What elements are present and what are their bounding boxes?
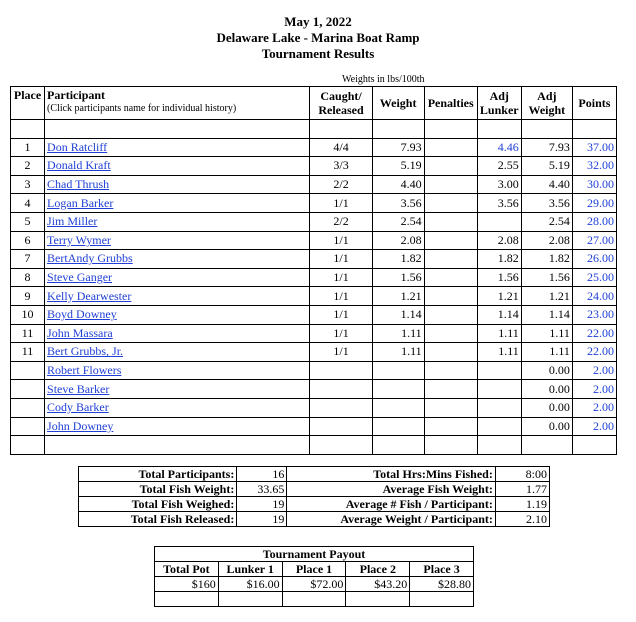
caught-released-cell [310,380,372,399]
participant-link[interactable]: Kelly Dearwester [47,288,132,303]
caught-released-cell [310,417,372,436]
summary-value: 8:00 [495,467,549,482]
place-cell: 4 [11,194,45,213]
table-row [11,175,617,194]
summary-label: Total Fish Weight: [79,482,237,497]
payout-value: $160 [155,577,219,592]
penalties-cell [424,268,477,287]
table-row [11,398,617,417]
adj-lunker-cell: 1.11 [477,343,521,362]
payout-title: Tournament Payout [155,547,474,562]
place-cell [11,380,45,399]
participant-link[interactable]: Donald Kraft [47,158,111,173]
penalties-cell [424,212,477,231]
table-row [11,194,617,213]
caught-released-cell [310,361,372,380]
participant-link[interactable]: BertAndy Grubbs [47,251,133,266]
col-released-label: Released [318,103,364,117]
weight-cell: 1.11 [372,324,424,343]
adj-weight-cell: 0.00 [521,380,572,399]
caught-released-cell: 2/2 [310,212,372,231]
place-cell: 1 [11,138,45,157]
payout-empty-cell [218,592,282,607]
place-cell: 11 [11,343,45,362]
summary-row [79,482,550,497]
summary-table [78,466,550,527]
points-cell: 37.00 [572,138,616,157]
points-cell: 28.00 [572,212,616,231]
participant-link[interactable]: John Massara [47,325,113,340]
participant-link[interactable]: Steve Ganger [47,270,113,285]
table-row [11,305,617,324]
place-cell: 10 [11,305,45,324]
points-cell: 24.00 [572,287,616,306]
caught-released-cell: 1/1 [310,287,372,306]
empty-cell [372,436,424,455]
adj-lunker-cell: 2.08 [477,231,521,250]
caught-released-cell [310,398,372,417]
col-adj-lunker [477,87,521,120]
col-adj-weight-line1: Adj [537,89,557,103]
table-row [11,212,617,231]
points-cell: 2.00 [572,398,616,417]
weight-cell: 7.93 [372,138,424,157]
weight-cell: 4.40 [372,175,424,194]
weight-cell: 1.11 [372,343,424,362]
col-adj-weight [521,87,572,120]
participant-link[interactable]: Jim Miller [47,214,98,229]
points-cell: 25.00 [572,268,616,287]
penalties-cell [424,250,477,269]
place-cell: 7 [11,250,45,269]
points-cell: 27.00 [572,231,616,250]
payout-value-row [155,577,474,592]
place-cell: 5 [11,212,45,231]
participant-cell [45,361,310,380]
participant-link[interactable]: John Downey [47,418,114,433]
col-participant-label: Participant [47,88,106,102]
summary-value: 16 [237,467,287,482]
empty-cell [11,436,45,455]
payout-empty-cell [282,592,346,607]
penalties-cell [424,324,477,343]
payout-empty-cell [410,592,474,607]
col-weight: Weight [372,87,424,120]
participant-cell [45,268,310,287]
summary-value: 19 [237,512,287,527]
weight-cell [372,398,424,417]
payout-header: Place 2 [346,562,410,577]
penalties-cell [424,194,477,213]
summary-value: 1.19 [495,497,549,512]
summary-label: Average Fish Weight: [287,482,495,497]
weight-cell: 1.82 [372,250,424,269]
place-cell: 3 [11,175,45,194]
col-adj-lunker-line2: Lunker [479,103,519,117]
col-participant [45,87,310,120]
summary-value: 33.65 [237,482,287,497]
participant-cell [45,324,310,343]
penalties-cell [424,157,477,176]
penalties-cell [424,305,477,324]
empty-cell [521,436,572,455]
adj-lunker-cell: 1.11 [477,324,521,343]
place-cell: 2 [11,157,45,176]
weight-cell [372,380,424,399]
table-row [11,138,617,157]
place-cell: 11 [11,324,45,343]
adj-lunker-cell [477,380,521,399]
adj-lunker-cell [477,212,521,231]
points-cell: 23.00 [572,305,616,324]
table-row [11,157,617,176]
col-penalties: Penalties [424,87,477,120]
participant-cell [45,343,310,362]
participant-cell [45,398,310,417]
adj-weight-cell: 7.93 [521,138,572,157]
empty-cell [11,120,45,139]
participant-cell [45,212,310,231]
summary-label: Total Hrs:Mins Fished: [287,467,495,482]
caught-released-cell: 1/1 [310,231,372,250]
penalties-cell [424,175,477,194]
adj-weight-cell: 1.11 [521,343,572,362]
weights-note: Weights in lbs/100th [342,74,425,85]
participant-cell [45,157,310,176]
participant-cell [45,194,310,213]
table-row [11,268,617,287]
penalties-cell [424,417,477,436]
table-row [11,343,617,362]
payout-table [154,546,474,607]
caught-released-cell: 3/3 [310,157,372,176]
empty-cell [45,436,310,455]
results-body [11,120,617,455]
payout-header-row [155,562,474,577]
adj-weight-cell: 4.40 [521,175,572,194]
adj-lunker-cell: 1.56 [477,268,521,287]
summary-value: 1.77 [495,482,549,497]
payout-value: $28.80 [410,577,474,592]
participant-link[interactable]: Steve Barker [47,381,110,396]
col-adj-weight-line2: Weight [528,103,566,117]
col-caught-released [310,87,372,120]
table-row [11,361,617,380]
penalties-cell [424,287,477,306]
empty-cell [424,120,477,139]
penalties-cell [424,380,477,399]
points-cell: 22.00 [572,324,616,343]
summary-value: 2.10 [495,512,549,527]
penalties-cell [424,398,477,417]
points-cell: 2.00 [572,361,616,380]
adj-lunker-cell: 2.55 [477,157,521,176]
caught-released-cell: 1/1 [310,324,372,343]
weight-cell: 5.19 [372,157,424,176]
adj-weight-cell: 0.00 [521,398,572,417]
table-row [11,250,617,269]
summary-label: Average Weight / Participant: [287,512,495,527]
points-cell: 30.00 [572,175,616,194]
caught-released-cell: 1/1 [310,305,372,324]
empty-cell [521,120,572,139]
empty-cell [572,120,616,139]
participant-link[interactable]: Cody Barker [47,400,109,415]
weight-cell: 1.21 [372,287,424,306]
participant-cell [45,138,310,157]
place-cell: 9 [11,287,45,306]
empty-cell [572,436,616,455]
adj-weight-cell: 1.21 [521,287,572,306]
payout-value: $43.20 [346,577,410,592]
adj-weight-cell: 3.56 [521,194,572,213]
caught-released-cell: 1/1 [310,343,372,362]
adj-lunker-cell: 3.00 [477,175,521,194]
payout-header: Place 3 [410,562,474,577]
caught-released-cell: 1/1 [310,194,372,213]
table-row-empty [11,436,617,455]
table-row [11,231,617,250]
weight-cell: 1.14 [372,305,424,324]
adj-lunker-cell: 1.82 [477,250,521,269]
caught-released-cell: 2/2 [310,175,372,194]
participant-cell [45,417,310,436]
adj-weight-cell: 1.82 [521,250,572,269]
summary-label: Total Fish Released: [79,512,237,527]
empty-cell [424,436,477,455]
place-cell: 6 [11,231,45,250]
participant-cell [45,305,310,324]
adj-weight-cell: 1.11 [521,324,572,343]
caught-released-cell: 4/4 [310,138,372,157]
table-row-empty [11,120,617,139]
weight-cell: 2.54 [372,212,424,231]
points-cell: 22.00 [572,343,616,362]
points-cell: 29.00 [572,194,616,213]
participant-link[interactable]: Logan Barker [47,195,114,210]
adj-weight-cell: 0.00 [521,417,572,436]
adj-lunker-cell: 3.56 [477,194,521,213]
penalties-cell [424,343,477,362]
participant-link[interactable]: Don Ratcliff [47,139,108,154]
participant-cell [45,175,310,194]
payout-empty-cell [155,592,219,607]
adj-lunker-cell: 1.14 [477,305,521,324]
summary-row [79,497,550,512]
table-row [11,417,617,436]
penalties-cell [424,231,477,250]
adj-lunker-cell [477,417,521,436]
points-cell: 2.00 [572,380,616,399]
col-caught-label: Caught/ [320,89,362,103]
summary-label: Average # Fish / Participant: [287,497,495,512]
tournament-location: Delaware Lake - Marina Boat Ramp [216,30,420,45]
empty-cell [310,436,372,455]
results-table [10,86,617,455]
participant-cell [45,250,310,269]
adj-weight-cell: 2.54 [521,212,572,231]
weight-cell: 3.56 [372,194,424,213]
weight-cell: 2.08 [372,231,424,250]
adj-weight-cell: 1.14 [521,305,572,324]
participant-link[interactable]: Bert Grubbs, Jr. [47,344,124,359]
table-row [11,324,617,343]
penalties-cell [424,138,477,157]
points-cell: 32.00 [572,157,616,176]
table-row [11,287,617,306]
summary-row [79,512,550,527]
penalties-cell [424,361,477,380]
empty-cell [477,436,521,455]
summary-label: Total Participants: [79,467,237,482]
points-cell: 2.00 [572,417,616,436]
table-row [11,380,617,399]
caught-released-cell: 1/1 [310,268,372,287]
col-adj-lunker-line1: Adj [489,89,509,103]
empty-cell [372,120,424,139]
participant-link[interactable]: Robert Flowers [47,363,122,378]
payout-header: Lunker 1 [218,562,282,577]
payout-value: $16.00 [218,577,282,592]
report-subtitle: Tournament Results [261,46,375,61]
col-participant-note: (Click participants name for individual history) [47,103,237,114]
weight-cell [372,417,424,436]
empty-cell [45,120,310,139]
adj-weight-cell: 5.19 [521,157,572,176]
adj-lunker-cell [477,361,521,380]
summary-value: 19 [237,497,287,512]
payout-header: Place 1 [282,562,346,577]
col-place: Place [11,87,45,120]
participant-cell [45,231,310,250]
participant-cell [45,287,310,306]
participant-link[interactable]: Terry Wymer [47,232,111,247]
place-cell [11,398,45,417]
empty-cell [310,120,372,139]
payout-empty-cell [346,592,410,607]
participant-link[interactable]: Chad Thrush [47,177,110,192]
place-cell: 8 [11,268,45,287]
empty-cell [477,120,521,139]
adj-lunker-cell [477,398,521,417]
weight-cell: 1.56 [372,268,424,287]
report-date: May 1, 2022 [284,14,352,29]
payout-value: $72.00 [282,577,346,592]
adj-weight-cell: 0.00 [521,361,572,380]
points-cell: 26.00 [572,250,616,269]
weight-cell [372,361,424,380]
place-cell [11,417,45,436]
col-points: Points [572,87,616,120]
participant-cell [45,380,310,399]
participant-link[interactable]: Boyd Downey [47,307,117,322]
summary-label: Total Fish Weighed: [79,497,237,512]
adj-lunker-cell: 1.21 [477,287,521,306]
adj-weight-cell: 1.56 [521,268,572,287]
caught-released-cell: 1/1 [310,250,372,269]
summary-row [79,467,550,482]
payout-header: Total Pot [155,562,219,577]
adj-weight-cell: 2.08 [521,231,572,250]
adj-lunker-cell: 4.46 [477,138,521,157]
place-cell [11,361,45,380]
